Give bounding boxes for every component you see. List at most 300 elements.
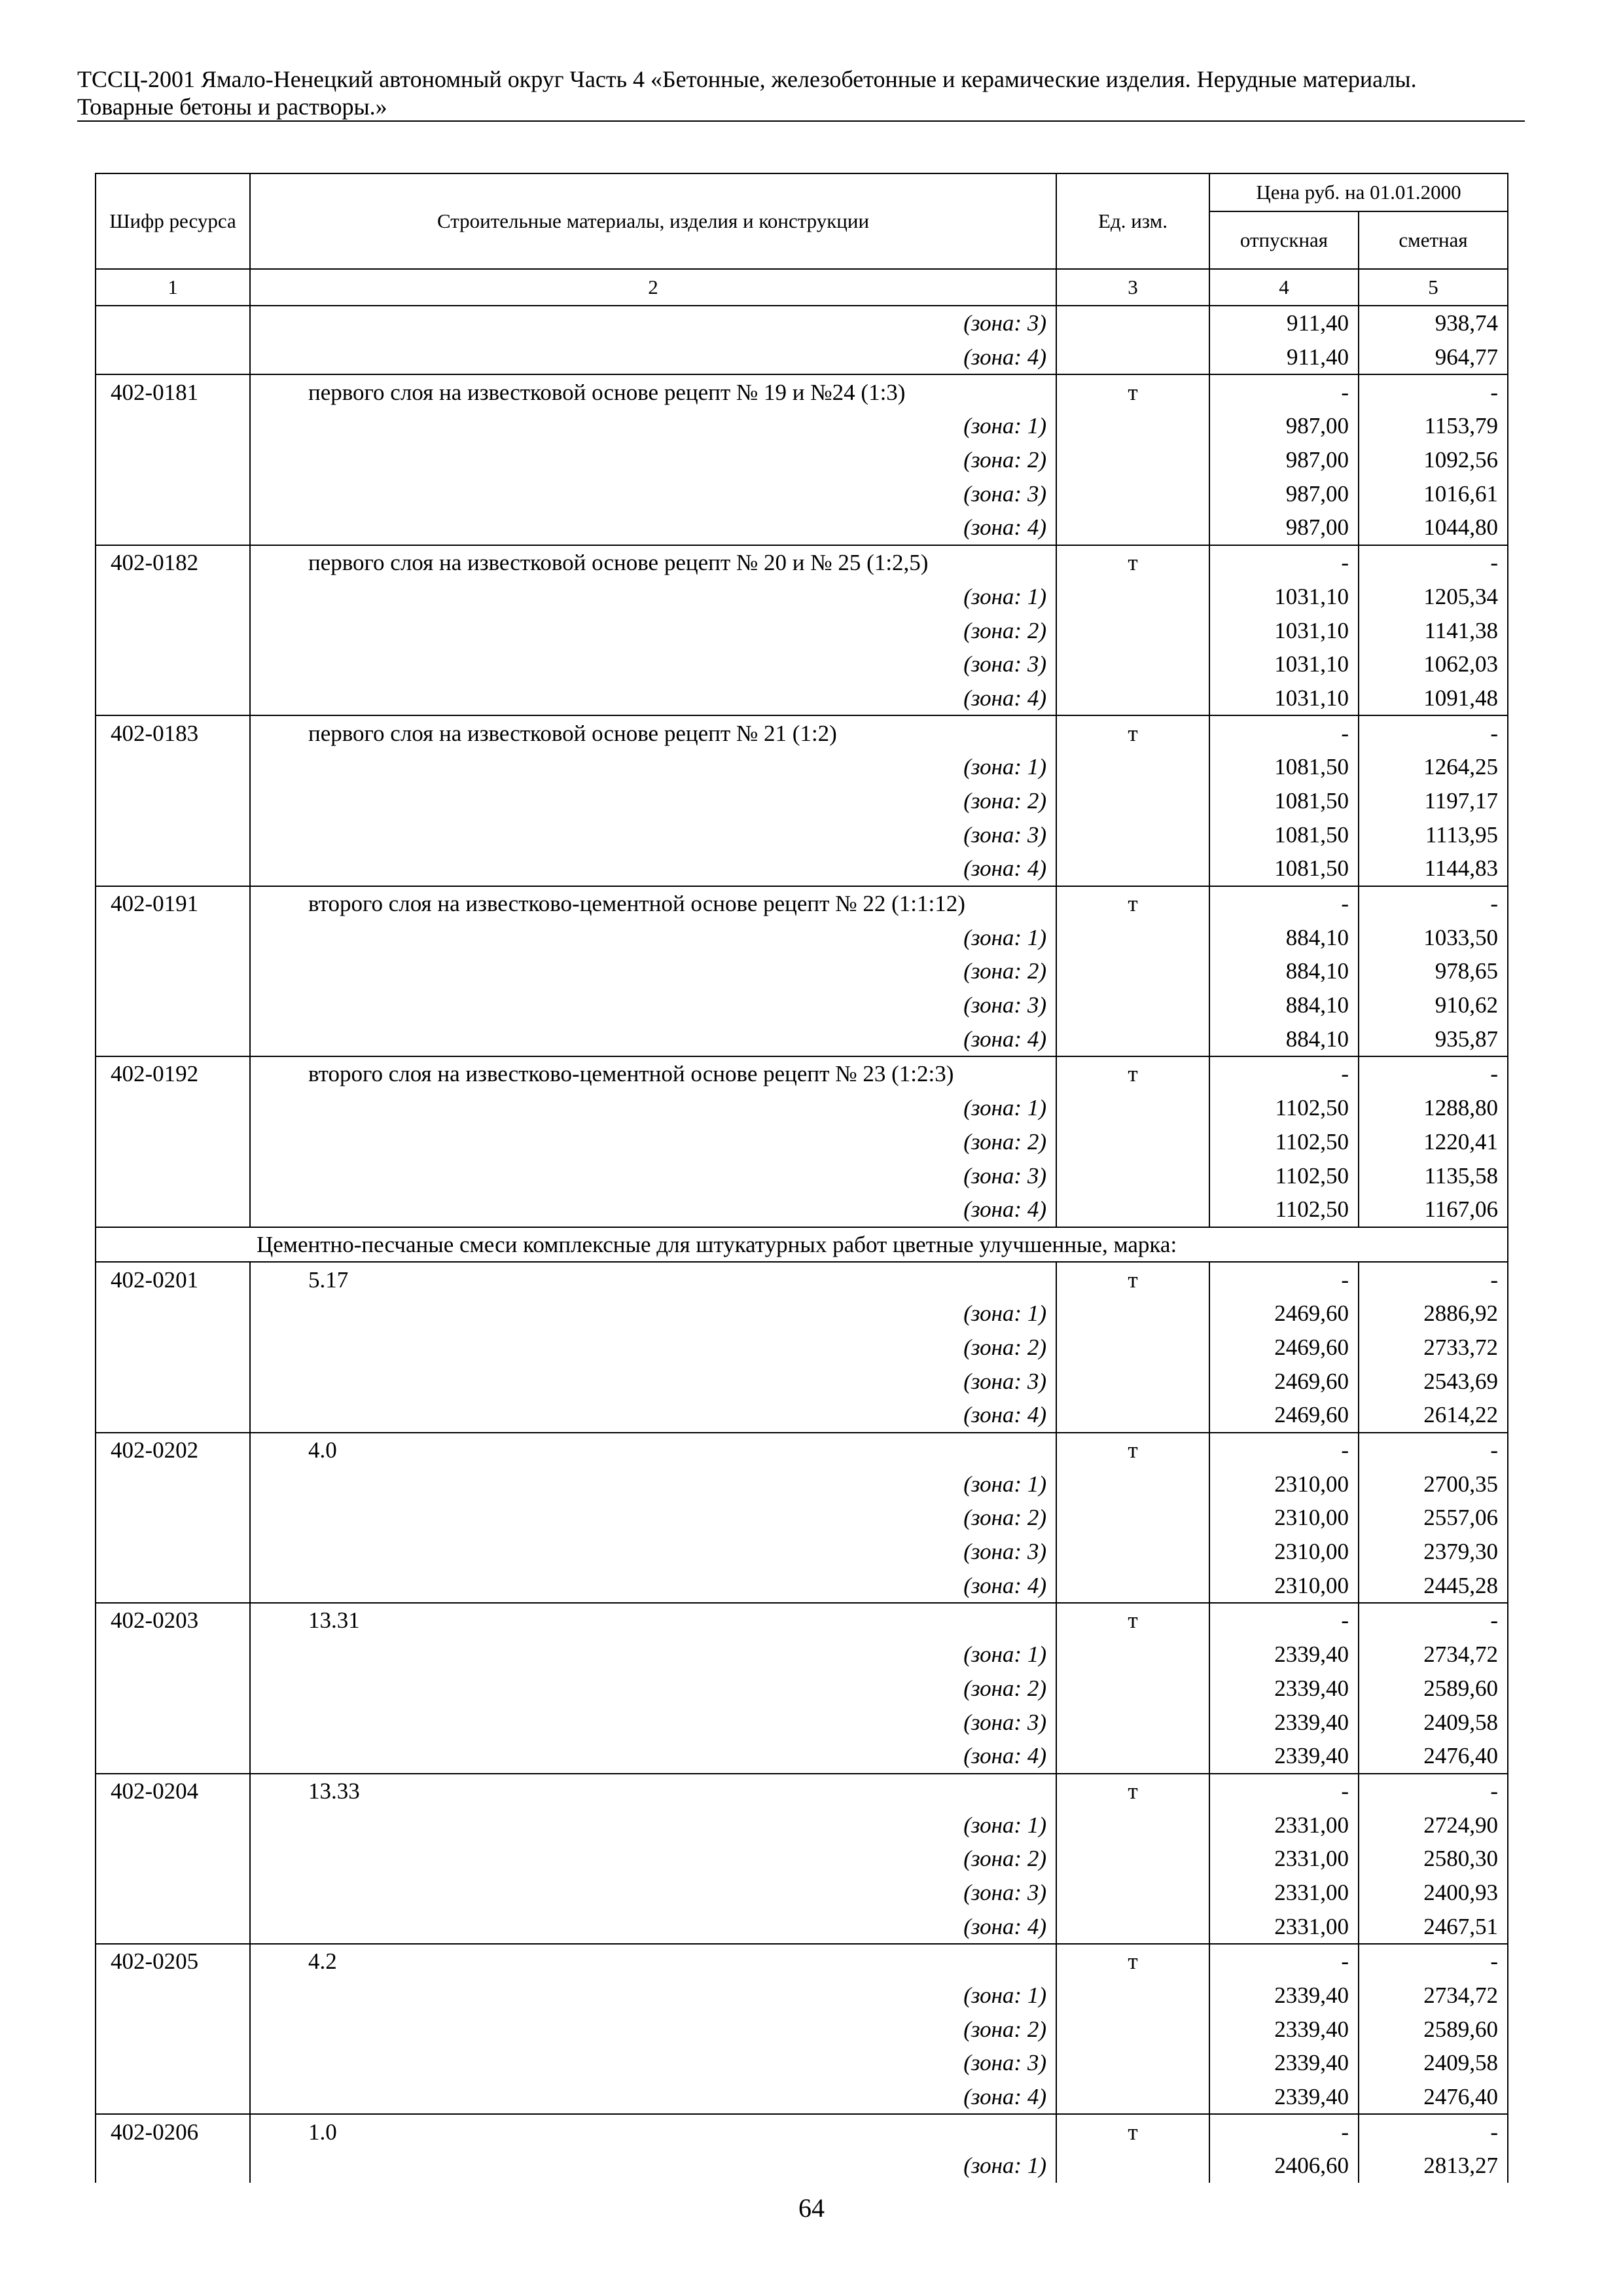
cell-unit	[1056, 681, 1209, 716]
cell-code	[96, 784, 250, 818]
cell-code: 402-0205	[96, 1944, 250, 1979]
cell-release-price: 2469,60	[1209, 1331, 1359, 1365]
cell-release-price: 1031,10	[1209, 681, 1359, 716]
cell-code	[96, 647, 250, 681]
cell-estimate-price: 2580,30	[1359, 1842, 1508, 1876]
cell-code	[96, 1022, 250, 1056]
cell-code	[96, 988, 250, 1022]
item-row	[96, 374, 1508, 409]
cell-zone: (зона: 3)	[250, 1705, 1056, 1739]
cell-zone: (зона: 2)	[250, 954, 1056, 988]
cell-code: 402-0206	[96, 2114, 250, 2149]
col-number: 4	[1209, 269, 1359, 306]
cell-release-price: 1031,10	[1209, 580, 1359, 614]
cell-unit: т	[1056, 1433, 1209, 1467]
cell-code	[96, 2046, 250, 2080]
cell-release-price: 1081,50	[1209, 852, 1359, 886]
cell-unit: т	[1056, 2114, 1209, 2149]
cell-zone: (зона: 1)	[250, 1638, 1056, 1672]
price-table	[95, 173, 1508, 2183]
cell-code	[96, 306, 250, 340]
cell-release-price: -	[1209, 1262, 1359, 1297]
table-body	[96, 306, 1508, 2183]
cell-code	[96, 1125, 250, 1159]
cell-estimate-price: -	[1359, 2114, 1508, 2149]
cell-code	[96, 1909, 250, 1944]
cell-release-price: 884,10	[1209, 954, 1359, 988]
cell-code: 402-0204	[96, 1774, 250, 1808]
cell-code	[96, 1876, 250, 1910]
cell-unit	[1056, 443, 1209, 477]
cell-release-price: 2310,00	[1209, 1568, 1359, 1603]
cell-code	[96, 2149, 250, 2183]
cell-unit	[1056, 580, 1209, 614]
cell-unit	[1056, 613, 1209, 647]
cell-zone: (зона: 4)	[250, 681, 1056, 716]
cell-code	[96, 750, 250, 784]
cell-name: 13.33	[250, 1774, 1056, 1808]
cell-estimate-price: 1141,38	[1359, 613, 1508, 647]
col-number: 3	[1056, 269, 1209, 306]
zone-row	[96, 1331, 1508, 1365]
cell-code	[96, 1979, 250, 2013]
cell-zone: (зона: 2)	[250, 1331, 1056, 1365]
cell-unit	[1056, 954, 1209, 988]
cell-name: 4.2	[250, 1944, 1056, 1979]
cell-code	[96, 1672, 250, 1706]
item-row	[96, 1262, 1508, 1297]
cell-code	[96, 681, 250, 716]
cell-zone: (зона: 2)	[250, 2012, 1056, 2046]
zone-row	[96, 443, 1508, 477]
cell-estimate-price: 1113,95	[1359, 817, 1508, 852]
cell-unit	[1056, 1297, 1209, 1331]
cell-unit	[1056, 1467, 1209, 1501]
cell-estimate-price: 2409,58	[1359, 2046, 1508, 2080]
cell-unit	[1056, 2012, 1209, 2046]
cell-zone: (зона: 4)	[250, 1909, 1056, 1944]
cell-zone: (зона: 4)	[250, 1193, 1056, 1227]
cell-unit	[1056, 647, 1209, 681]
cell-estimate-price: 1197,17	[1359, 784, 1508, 818]
cell-code	[96, 1158, 250, 1193]
cell-estimate-price: 2733,72	[1359, 1331, 1508, 1365]
cell-estimate-price: -	[1359, 1433, 1508, 1467]
cell-estimate-price: 1167,06	[1359, 1193, 1508, 1227]
cell-unit	[1056, 1125, 1209, 1159]
cell-unit	[1056, 817, 1209, 852]
cell-zone: (зона: 4)	[250, 511, 1056, 545]
cell-zone: (зона: 1)	[250, 1091, 1056, 1125]
cell-unit	[1056, 1979, 1209, 2013]
cell-estimate-price: 2409,58	[1359, 1705, 1508, 1739]
cell-code	[96, 1193, 250, 1227]
page-number: 64	[798, 2193, 825, 2223]
cell-release-price: 2469,60	[1209, 1398, 1359, 1433]
group-heading: Цементно-песчаные смеси комплексные для штукатурных работ цветные улучшенные, марка:	[250, 1227, 1508, 1263]
cell-name: 1.0	[250, 2114, 1056, 2149]
cell-estimate-price: 2476,40	[1359, 2080, 1508, 2115]
cell-zone: (зона: 4)	[250, 2080, 1056, 2115]
cell-code	[96, 1705, 250, 1739]
cell-estimate-price: 1033,50	[1359, 920, 1508, 954]
table-header	[96, 173, 1508, 306]
zone-row	[96, 1672, 1508, 1706]
zone-row	[96, 988, 1508, 1022]
cell-release-price: 2310,00	[1209, 1467, 1359, 1501]
zone-row	[96, 2012, 1508, 2046]
cell-release-price: 987,00	[1209, 476, 1359, 511]
cell-zone: (зона: 2)	[250, 784, 1056, 818]
cell-unit	[1056, 1091, 1209, 1125]
zone-row	[96, 613, 1508, 647]
col-header-unit: Ед. изм.	[1056, 173, 1209, 269]
cell-release-price: 2339,40	[1209, 1672, 1359, 1706]
item-row	[96, 886, 1508, 921]
cell-zone: (зона: 2)	[250, 1125, 1056, 1159]
zone-row	[96, 784, 1508, 818]
cell-estimate-price: 1220,41	[1359, 1125, 1508, 1159]
cell-unit	[1056, 1808, 1209, 1842]
cell-estimate-price: 938,74	[1359, 306, 1508, 340]
cell-estimate-price: 2813,27	[1359, 2149, 1508, 2183]
zone-row	[96, 1125, 1508, 1159]
cell-estimate-price: 2724,90	[1359, 1808, 1508, 1842]
cell-zone: (зона: 1)	[250, 750, 1056, 784]
zone-row	[96, 681, 1508, 716]
cell-zone: (зона: 1)	[250, 1808, 1056, 1842]
cell-code	[96, 1091, 250, 1125]
cell-estimate-price: -	[1359, 374, 1508, 409]
zone-row	[96, 1876, 1508, 1910]
cell-release-price: 1102,50	[1209, 1193, 1359, 1227]
cell-release-price: -	[1209, 374, 1359, 409]
cell-estimate-price: -	[1359, 1056, 1508, 1091]
cell-release-price: 1102,50	[1209, 1125, 1359, 1159]
cell-name: первого слоя на известковой основе рецепт № 19 и №24 (1:3)	[250, 374, 1056, 409]
cell-code	[96, 1331, 250, 1365]
cell-zone: (зона: 3)	[250, 1876, 1056, 1910]
cell-unit	[1056, 988, 1209, 1022]
zone-row	[96, 1022, 1508, 1056]
cell-release-price: 1102,50	[1209, 1091, 1359, 1125]
cell-code	[96, 1364, 250, 1398]
header-line-2: Товарные бетоны и растворы.»	[77, 94, 387, 120]
zone-row	[96, 1568, 1508, 1603]
cell-zone: (зона: 3)	[250, 988, 1056, 1022]
cell-unit	[1056, 1876, 1209, 1910]
zone-row	[96, 954, 1508, 988]
zone-row	[96, 1808, 1508, 1842]
cell-release-price: 987,00	[1209, 409, 1359, 443]
cell-code: 402-0181	[96, 374, 250, 409]
cell-release-price: 911,40	[1209, 306, 1359, 340]
zone-row	[96, 1364, 1508, 1398]
cell-code	[96, 1297, 250, 1331]
cell-unit: т	[1056, 1944, 1209, 1979]
cell-code: 402-0183	[96, 715, 250, 750]
cell-estimate-price: 2614,22	[1359, 1398, 1508, 1433]
zone-row	[96, 306, 1508, 340]
cell-release-price: 2339,40	[1209, 1739, 1359, 1774]
cell-code	[96, 2080, 250, 2115]
cell-unit: т	[1056, 374, 1209, 409]
cell-unit: т	[1056, 1774, 1209, 1808]
cell-release-price: -	[1209, 715, 1359, 750]
cell-release-price: 884,10	[1209, 988, 1359, 1022]
zone-row	[96, 1705, 1508, 1739]
col-header-estimate: сметная	[1359, 211, 1508, 269]
cell-zone: (зона: 4)	[250, 852, 1056, 886]
cell-code	[96, 340, 250, 375]
cell-code	[96, 954, 250, 988]
zone-row	[96, 1909, 1508, 1944]
cell-release-price: 2469,60	[1209, 1364, 1359, 1398]
cell-estimate-price: 1288,80	[1359, 1091, 1508, 1125]
cell-code	[96, 1535, 250, 1569]
cell-name: второго слоя на известково-цементной основе рецепт № 23 (1:2:3)	[250, 1056, 1056, 1091]
cell-release-price: 987,00	[1209, 511, 1359, 545]
cell-code	[96, 511, 250, 545]
zone-row	[96, 2046, 1508, 2080]
cell-zone: (зона: 3)	[250, 306, 1056, 340]
cell-estimate-price: 978,65	[1359, 954, 1508, 988]
zone-row	[96, 1193, 1508, 1227]
cell-unit	[1056, 1842, 1209, 1876]
cell-code: 402-0202	[96, 1433, 250, 1467]
cell-release-price: 2331,00	[1209, 1876, 1359, 1910]
document-header	[77, 65, 1524, 120]
cell-zone: (зона: 3)	[250, 476, 1056, 511]
cell-name: второго слоя на известково-цементной основе рецепт № 22 (1:1:12)	[250, 886, 1056, 921]
cell-zone: (зона: 3)	[250, 1535, 1056, 1569]
cell-release-price: 2339,40	[1209, 2080, 1359, 2115]
cell-zone: (зона: 4)	[250, 1398, 1056, 1433]
cell-zone: (зона: 3)	[250, 1364, 1056, 1398]
cell-name: 5.17	[250, 1262, 1056, 1297]
cell-code	[96, 1398, 250, 1433]
cell-release-price: 1031,10	[1209, 647, 1359, 681]
zone-row	[96, 1158, 1508, 1193]
item-row	[96, 1056, 1508, 1091]
zone-row	[96, 2080, 1508, 2115]
cell-release-price: 1031,10	[1209, 613, 1359, 647]
cell-zone: (зона: 4)	[250, 1739, 1056, 1774]
cell-release-price: 911,40	[1209, 340, 1359, 375]
cell-release-price: -	[1209, 1433, 1359, 1467]
zone-row	[96, 1501, 1508, 1535]
col-header-name: Строительные материалы, изделия и конструкции	[250, 173, 1056, 269]
zone-row	[96, 920, 1508, 954]
cell-release-price: 2469,60	[1209, 1297, 1359, 1331]
zone-row	[96, 852, 1508, 886]
cell-unit: т	[1056, 1262, 1209, 1297]
cell-estimate-price: 2734,72	[1359, 1979, 1508, 2013]
item-row	[96, 1944, 1508, 1979]
cell-estimate-price: -	[1359, 545, 1508, 580]
cell-release-price: 2331,00	[1209, 1808, 1359, 1842]
cell-release-price: -	[1209, 886, 1359, 921]
cell-release-price: 2331,00	[1209, 1909, 1359, 1944]
cell-estimate-price: -	[1359, 886, 1508, 921]
cell-release-price: 884,10	[1209, 1022, 1359, 1056]
cell-code	[96, 817, 250, 852]
cell-release-price: 1102,50	[1209, 1158, 1359, 1193]
cell-zone: (зона: 3)	[250, 2046, 1056, 2080]
cell-estimate-price: 1144,83	[1359, 852, 1508, 886]
cell-zone: (зона: 2)	[250, 1842, 1056, 1876]
cell-unit	[1056, 2046, 1209, 2080]
cell-release-price: -	[1209, 1774, 1359, 1808]
cell-code: 402-0192	[96, 1056, 250, 1091]
cell-estimate-price: 910,62	[1359, 988, 1508, 1022]
cell-release-price: 2339,40	[1209, 1705, 1359, 1739]
cell-release-price: 1081,50	[1209, 750, 1359, 784]
zone-row	[96, 1842, 1508, 1876]
cell-zone: (зона: 2)	[250, 1501, 1056, 1535]
col-number: 5	[1359, 269, 1508, 306]
item-row	[96, 1603, 1508, 1638]
cell-zone: (зона: 1)	[250, 1297, 1056, 1331]
cell-code	[96, 1638, 250, 1672]
cell-estimate-price: 1016,61	[1359, 476, 1508, 511]
cell-zone: (зона: 2)	[250, 443, 1056, 477]
cell-unit: т	[1056, 1056, 1209, 1091]
cell-name: 13.31	[250, 1603, 1056, 1638]
item-row	[96, 715, 1508, 750]
cell-estimate-price: 2589,60	[1359, 1672, 1508, 1706]
col-header-price: Цена руб. на 01.01.2000	[1209, 173, 1508, 211]
cell-code	[96, 1467, 250, 1501]
cell-estimate-price: 2557,06	[1359, 1501, 1508, 1535]
cell-unit: т	[1056, 715, 1209, 750]
cell-unit	[1056, 306, 1209, 340]
cell-estimate-price: 2400,93	[1359, 1876, 1508, 1910]
col-header-release: отпускная	[1209, 211, 1359, 269]
cell-release-price: 2339,40	[1209, 2012, 1359, 2046]
cell-estimate-price: 2445,28	[1359, 1568, 1508, 1603]
cell-unit	[1056, 1638, 1209, 1672]
cell-unit	[1056, 1501, 1209, 1535]
cell-zone: (зона: 4)	[250, 340, 1056, 375]
cell-release-price: 2310,00	[1209, 1535, 1359, 1569]
cell-zone: (зона: 1)	[250, 1979, 1056, 2013]
cell-zone: (зона: 2)	[250, 1672, 1056, 1706]
cell-release-price: 1081,50	[1209, 784, 1359, 818]
cell-estimate-price: -	[1359, 1944, 1508, 1979]
cell-name: 4.0	[250, 1433, 1056, 1467]
cell-unit	[1056, 340, 1209, 375]
cell-estimate-price: 2589,60	[1359, 2012, 1508, 2046]
zone-row	[96, 1091, 1508, 1125]
cell-unit	[1056, 750, 1209, 784]
zone-row	[96, 580, 1508, 614]
cell-release-price: 2339,40	[1209, 1638, 1359, 1672]
cell-unit	[1056, 1568, 1209, 1603]
cell-unit	[1056, 1739, 1209, 1774]
cell-release-price: -	[1209, 1603, 1359, 1638]
item-row	[96, 545, 1508, 580]
cell-estimate-price: 2379,30	[1359, 1535, 1508, 1569]
cell-unit	[1056, 2080, 1209, 2115]
cell-estimate-price: 2700,35	[1359, 1467, 1508, 1501]
cell-estimate-price: 1264,25	[1359, 750, 1508, 784]
cell-unit	[1056, 2149, 1209, 2183]
cell-code	[96, 409, 250, 443]
cell-zone: (зона: 3)	[250, 647, 1056, 681]
zone-row	[96, 1638, 1508, 1672]
zone-row	[96, 476, 1508, 511]
cell-release-price: -	[1209, 1944, 1359, 1979]
cell-release-price: 2331,00	[1209, 1842, 1359, 1876]
cell-unit	[1056, 511, 1209, 545]
cell-zone: (зона: 1)	[250, 1467, 1056, 1501]
cell-release-price: 2339,40	[1209, 1979, 1359, 2013]
col-header-code: Шифр ресурса	[96, 173, 250, 269]
cell-zone: (зона: 4)	[250, 1568, 1056, 1603]
cell-release-price: 884,10	[1209, 920, 1359, 954]
cell-release-price: 987,00	[1209, 443, 1359, 477]
cell-unit	[1056, 476, 1209, 511]
group-heading-row	[96, 1227, 1508, 1263]
column-numbers-row	[96, 269, 1508, 306]
cell-name: первого слоя на известковой основе рецепт № 20 и № 25 (1:2,5)	[250, 545, 1056, 580]
cell-zone: (зона: 1)	[250, 2149, 1056, 2183]
cell-code	[96, 1501, 250, 1535]
cell-estimate-price: 1062,03	[1359, 647, 1508, 681]
cell-code	[96, 1739, 250, 1774]
cell-code: 402-0201	[96, 1262, 250, 1297]
cell-code	[96, 613, 250, 647]
cell-zone: (зона: 3)	[250, 817, 1056, 852]
zone-row	[96, 817, 1508, 852]
cell-unit: т	[1056, 545, 1209, 580]
cell-estimate-price: 2886,92	[1359, 1297, 1508, 1331]
cell-code	[96, 852, 250, 886]
zone-row	[96, 1739, 1508, 1774]
cell-unit	[1056, 1022, 1209, 1056]
cell-code	[96, 920, 250, 954]
cell-unit	[1056, 1193, 1209, 1227]
zone-row	[96, 340, 1508, 375]
cell-release-price: -	[1209, 1056, 1359, 1091]
cell-estimate-price: 2543,69	[1359, 1364, 1508, 1398]
cell-unit: т	[1056, 886, 1209, 921]
cell-release-price: -	[1209, 2114, 1359, 2149]
zone-row	[96, 1979, 1508, 2013]
cell-estimate-price: 2476,40	[1359, 1739, 1508, 1774]
cell-release-price: 2406,60	[1209, 2149, 1359, 2183]
cell-estimate-price: 2734,72	[1359, 1638, 1508, 1672]
cell-estimate-price: -	[1359, 1603, 1508, 1638]
zone-row	[96, 750, 1508, 784]
cell-zone: (зона: 1)	[250, 580, 1056, 614]
cell-code	[96, 443, 250, 477]
cell-estimate-price: 1135,58	[1359, 1158, 1508, 1193]
cell-unit	[1056, 1398, 1209, 1433]
cell-zone: (зона: 1)	[250, 409, 1056, 443]
cell-estimate-price: 935,87	[1359, 1022, 1508, 1056]
col-number: 1	[96, 269, 250, 306]
cell-unit	[1056, 1158, 1209, 1193]
cell-unit	[1056, 920, 1209, 954]
cell-zone: (зона: 3)	[250, 1158, 1056, 1193]
zone-row	[96, 1535, 1508, 1569]
cell-estimate-price: 2467,51	[1359, 1909, 1508, 1944]
cell-code	[96, 1568, 250, 1603]
cell-zone: (зона: 2)	[250, 613, 1056, 647]
cell-release-price: 1081,50	[1209, 817, 1359, 852]
